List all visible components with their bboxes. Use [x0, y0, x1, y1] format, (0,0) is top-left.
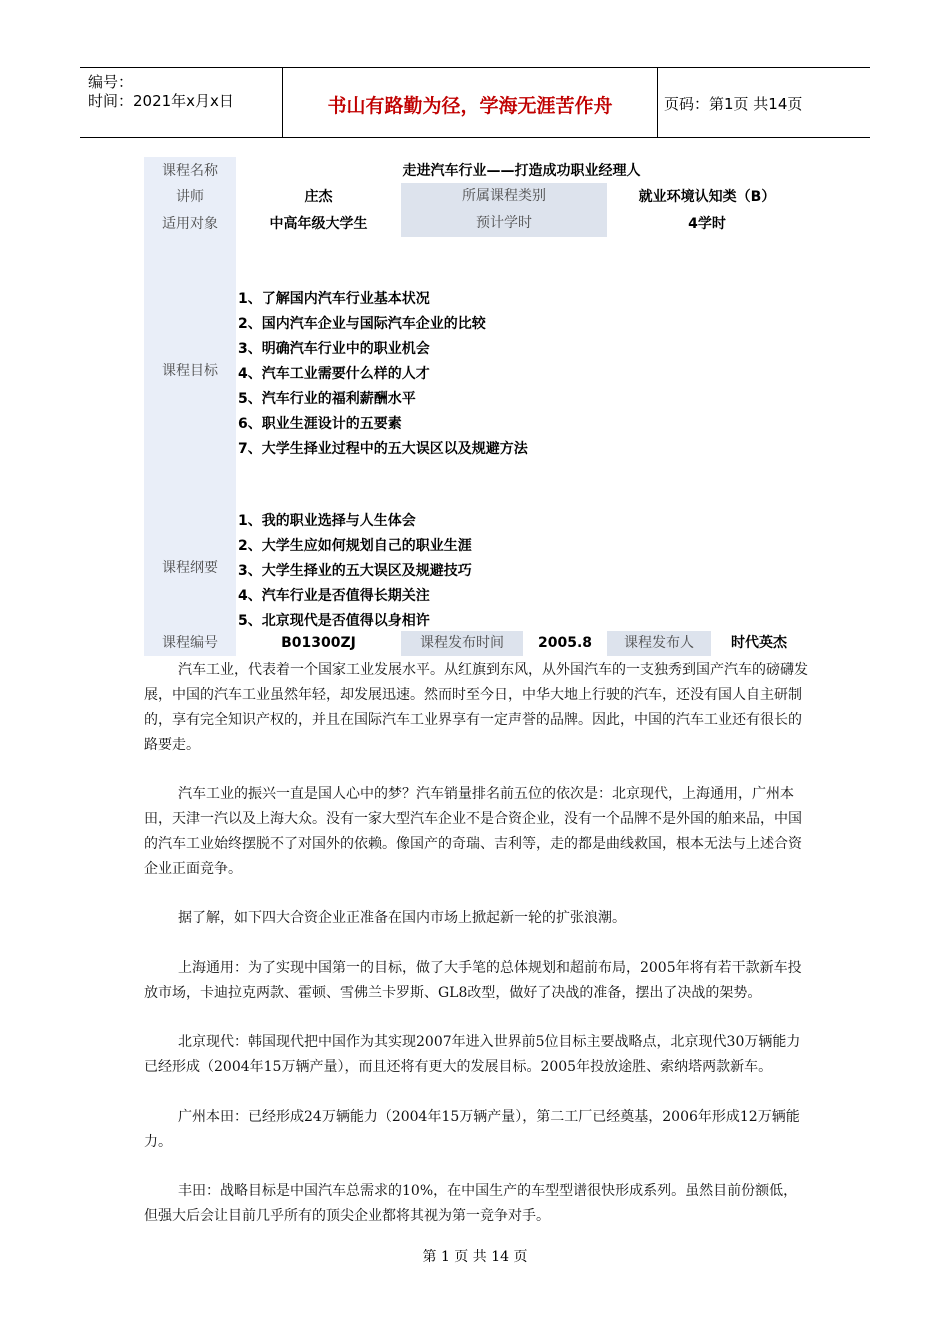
- header-meta-cell: [80, 68, 283, 137]
- body-paragraph: 汽车工业，代表着一个国家工业发展水平。从红旗到东风，从外国汽车的一支独秀到国产汽车的磅礴发展，中国的汽车工业虽然年轻，却发展迅速。然而时至今日，中华大地上行驶的汽车，还没有国人自主研制的，享有完全知识产权的，并且在国际汽车工业界享有一定声誉的品牌。因此，中国的汽车工业还有很长的路要走。: [144, 662, 808, 753]
- goal-item: 7、大学生择业过程中的五大误区以及规避方法: [238, 441, 528, 457]
- outline-label: 课程纲要: [162, 560, 218, 576]
- goal-item: 4、汽车工业需要什么样的人才: [238, 366, 430, 382]
- body-paragraph: 汽车工业的振兴一直是国人心中的梦？汽车销量排名前五位的依次是：北京现代，上海通用，广州本田，天津一汽以及上海大众。没有一家大型汽车企业不是合资企业，没有一个品牌不是外国的舶来品，中国的汽车工业始终摆脱不了对国外的依赖。像国产的奇瑞、吉利等，走的都是曲线救国，根本无法与上述合资企业正面竞争。: [144, 786, 802, 877]
- goal-item: 6、职业生涯设计的五要素: [238, 416, 402, 432]
- body-paragraph: 据了解，如下四大合资企业正准备在国内市场上掀起新一轮的扩张浪潮。: [178, 910, 626, 926]
- outline-item: 1、我的职业选择与人生体会: [238, 513, 416, 529]
- body-paragraph: 广州本田：已经形成24万辆能力（2004年15万辆产量），第二工厂已经奠基，2006年形成12万辆能力。: [144, 1109, 800, 1150]
- goal-item: 3、明确汽车行业中的职业机会: [238, 341, 430, 357]
- goal-item: 2、国内汽车企业与国际汽车企业的比较: [238, 316, 486, 332]
- document-time: 时间：2021年x月x日: [88, 92, 234, 110]
- motto: 书山有路勤为径，学海无涯苦作舟: [327, 95, 613, 117]
- publisher-value: 时代英杰: [731, 635, 787, 651]
- hours-label: 预计学时: [401, 210, 607, 237]
- publish-time-value: 2005.8: [537, 635, 593, 651]
- header-motto-cell: [283, 68, 658, 137]
- outline-item: 3、大学生择业的五大误区及规避技巧: [238, 563, 472, 579]
- publisher-label: 课程发布人: [607, 631, 711, 656]
- course-name-label: 课程名称: [162, 163, 218, 179]
- category-value: 就业环境认知类（B）: [638, 189, 776, 205]
- page-footer: 第 1 页 共 14 页: [422, 1249, 528, 1265]
- category-label: 所属课程类别: [401, 183, 607, 210]
- course-info-table: [144, 157, 807, 656]
- body-paragraph: 丰田：战略目标是中国汽车总需求的10%，在中国生产的车型型谱很快形成系列。虽然目前份额低，但强大后会让目前几乎所有的顶尖企业都将其视为第一竞争对手。: [144, 1183, 798, 1224]
- outline-item: 2、大学生应如何规划自己的职业生涯: [238, 538, 472, 554]
- document-number: 编号：: [88, 73, 134, 91]
- hours-value: 4学时: [688, 216, 726, 232]
- goals-label: 课程目标: [162, 363, 218, 379]
- audience-label: 适用对象: [162, 216, 218, 232]
- outline-item: 5、北京现代是否值得以身相许: [238, 613, 430, 629]
- page-header: [80, 67, 870, 138]
- body-paragraph: 上海通用：为了实现中国第一的目标，做了大手笔的总体规划和超前布局，2005年将有若干款新车投放市场，卡迪拉克两款、霍顿、雪佛兰卡罗斯、GL8改型，做好了决战的准备，摆出了决战的架势。: [144, 960, 802, 1001]
- header-page-cell: [658, 68, 870, 137]
- goal-item: 1、了解国内汽车行业基本状况: [238, 291, 430, 307]
- code-value: B01300ZJ: [281, 635, 356, 651]
- audience-value: 中高年级大学生: [269, 216, 368, 232]
- body-paragraph: 北京现代：韩国现代把中国作为其实现2007年进入世界前5位目标主要战略点，北京现代30万辆能力已经形成（2004年15万辆产量），而且还将有更大的发展目标。2005年投放途胜、索纳塔两款新车。: [144, 1034, 801, 1075]
- publish-time-label: 课程发布时间: [401, 631, 523, 656]
- course-name-value: 走进汽车行业——打造成功职业经理人: [402, 163, 641, 179]
- outline-item: 4、汽车行业是否值得长期关注: [238, 588, 430, 604]
- code-label: 课程编号: [162, 635, 218, 651]
- page-indicator: 页码：第1页 共14页: [664, 95, 803, 113]
- lecturer-label: 讲师: [176, 189, 204, 205]
- goal-item: 5、汽车行业的福利薪酬水平: [238, 391, 416, 407]
- lecturer-value: 庄杰: [304, 189, 333, 205]
